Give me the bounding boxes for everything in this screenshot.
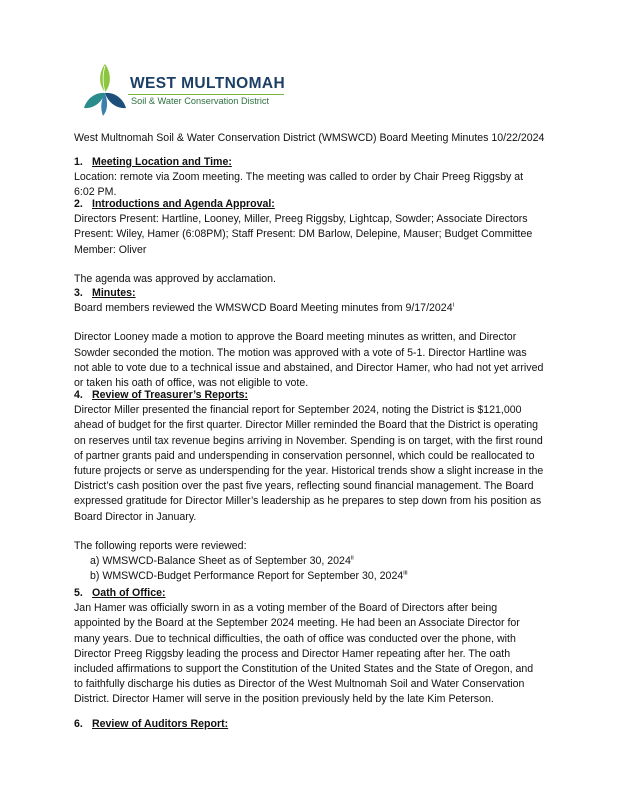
district-logo xyxy=(82,62,292,122)
section-meeting-location xyxy=(74,155,544,201)
paragraph xyxy=(74,301,544,316)
paragraph: Jan Hamer was officially sworn in as a voting member of the Board of Directors after being appointed by the Board at the September 2024 meeting. He had been an Associate Director for many years. Due to technical difficulties, the oath of office was conducted over the phone, with Director Preeg Riggsby leading the process and Director Hamer repeating after her. The oath included affirmations to support the Constitution of the United States and the State of Oregon, and to faithfully discharge his duties as Director of the West Multnomah Soil and Water Conservation District. Director Hamer will serve in the position previously held by the late Kim Peterson. xyxy=(74,602,534,706)
list-item xyxy=(90,554,544,569)
paragraph: The agenda was approved by acclamation. xyxy=(74,272,276,285)
section-introductions xyxy=(74,197,544,287)
section-number: 1. xyxy=(74,156,83,168)
section-title: Oath of Office: xyxy=(92,587,166,599)
paragraph: Director Looney made a motion to approve the Board meeting minutes as written, and Director Sowder seconded the motion. The motion was approved with a vote of 5-1. Director Hartline was not able to vote due to a technical issue and abstained, and Director Hamer, who had not yet arrived or taken his oath of office, was not eligible to vote. xyxy=(74,331,544,390)
section-number: 2. xyxy=(74,198,83,210)
section-title: Review of Treasurer’s Reports: xyxy=(92,389,249,401)
logo-title: WEST MULTNOMAH xyxy=(130,75,286,92)
section-minutes xyxy=(74,286,544,391)
document-title: West Multnomah Soil & Water Conservation District (WMSWCD) Board Meeting Minutes 10/22/2024 xyxy=(74,132,545,144)
section-number: 4. xyxy=(74,389,83,401)
endnote-marker[interactable]: ii xyxy=(350,554,354,562)
section-number: 6. xyxy=(74,718,83,730)
paragraph: Location: remote via Zoom meeting. The meeting was called to order by Chair Preeg Riggsby at 6:02 PM. xyxy=(74,171,524,199)
paragraph: Directors Present: Hartline, Looney, Miller, Preeg Riggsby, Lightcap, Sowder; Associate Directors Present: Wiley, Hamer (6:08PM); Staff Present: DM Barlow, Delepine, Mauser; Budget Committee Member: Oliver xyxy=(74,213,533,256)
logo-divider xyxy=(128,94,284,95)
section-heading xyxy=(74,197,544,212)
section-oath-of-office xyxy=(74,586,544,708)
paragraph: Director Miller presented the financial report for September 2024, noting the District is $121,000 ahead of budget for the first quarter. Director Miller reminded the Board that the District is operating on reserves until tax revenue begins arriving in November. Spending is on target, with the first round of partner grants paid and underspending in conservation personnel, which could be reallocated to future projects or serve as underspending for the year. Historical trends show a slight increase in the District’s cash position over the past five years, reflecting sound financial management. The Board expressed gratitude for Director Miller’s leadership as he prepares to step down from his position as Board Director in January. xyxy=(74,404,544,523)
section-title: Minutes: xyxy=(92,287,136,299)
section-number: 3. xyxy=(74,287,83,299)
section-title: Review of Auditors Report: xyxy=(92,718,229,730)
report-list xyxy=(74,554,544,584)
section-heading xyxy=(74,388,544,403)
logo-subtitle: Soil & Water Conservation District xyxy=(131,96,270,106)
list-item-text: b) WMSWCD-Budget Performance Report for September 30, 2024 xyxy=(90,570,404,583)
section-heading xyxy=(74,155,544,170)
paragraph-text: Board members reviewed the WMSWCD Board Meeting minutes from 9/17/2024 xyxy=(74,302,453,315)
section-treasurer-reports xyxy=(74,388,544,584)
section-heading xyxy=(74,286,544,301)
section-title: Introductions and Agenda Approval: xyxy=(92,198,275,210)
section-auditors-report xyxy=(74,717,544,732)
list-item xyxy=(90,569,544,584)
section-number: 5. xyxy=(74,587,83,599)
paragraph: The following reports were reviewed: xyxy=(74,539,247,552)
list-item-text: a) WMSWCD-Balance Sheet as of September 30, 2024 xyxy=(90,555,351,568)
section-heading xyxy=(74,586,544,601)
section-title: Meeting Location and Time: xyxy=(92,156,232,168)
section-heading xyxy=(74,717,544,732)
endnote-marker[interactable]: i xyxy=(452,301,455,309)
leaf-icon xyxy=(82,62,128,120)
endnote-marker[interactable]: iii xyxy=(403,569,408,577)
